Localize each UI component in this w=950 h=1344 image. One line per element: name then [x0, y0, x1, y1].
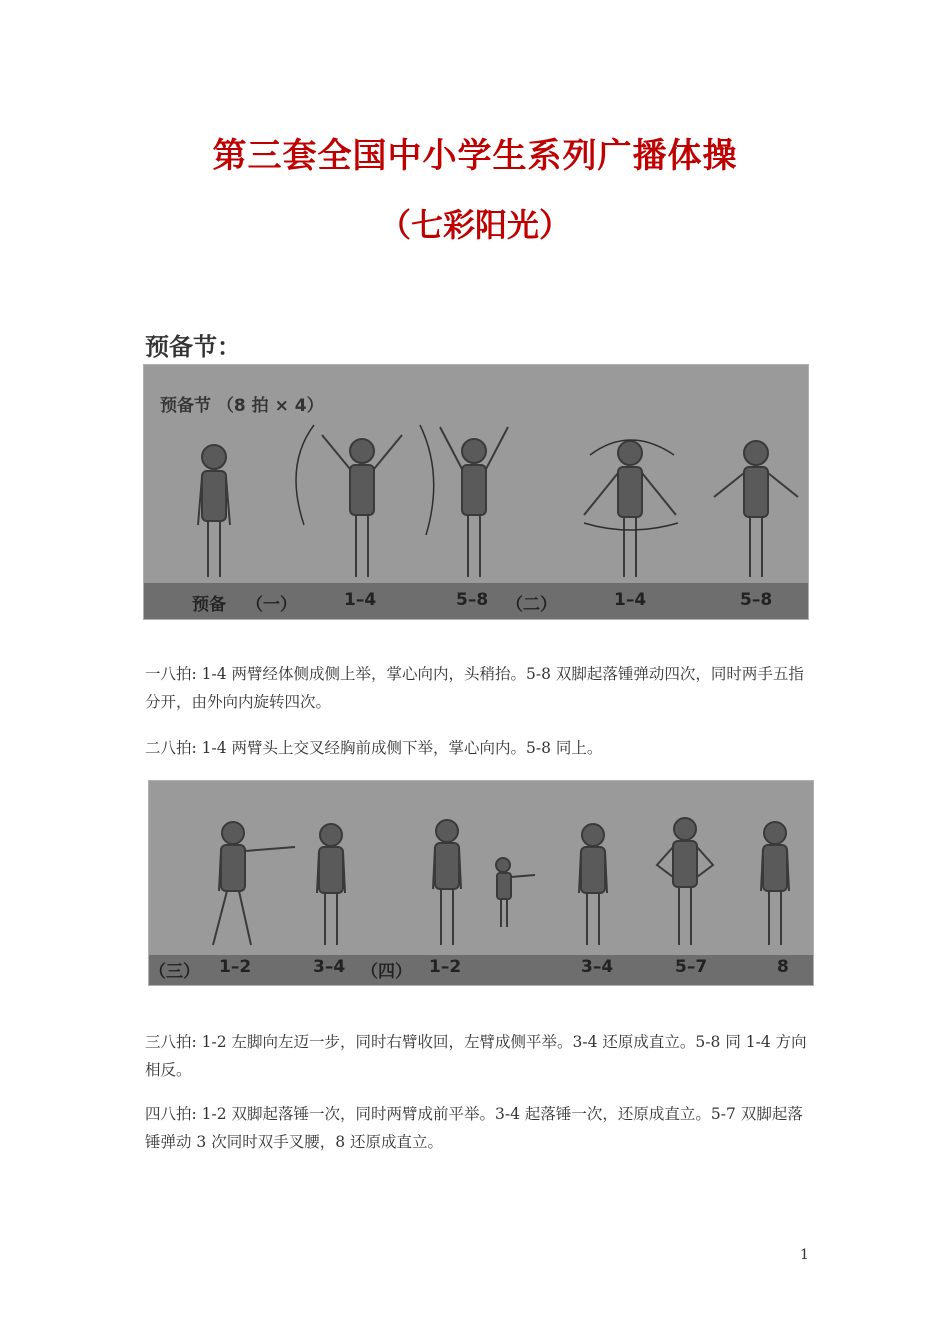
figure-section-three-four [148, 780, 814, 986]
page-number: 1 [800, 1247, 809, 1263]
figure-label: 3–4 [313, 957, 346, 977]
figure-label: 8 [777, 957, 789, 977]
figure-label: （二） [506, 595, 557, 615]
figure-label: 5–8 [740, 590, 773, 610]
figure-label: 1–4 [614, 590, 647, 610]
figure-caption: 预备节 （8 拍 × 4） [160, 396, 324, 416]
figure-label: 1–4 [344, 590, 377, 610]
paragraph-eight-beat-1: 一八拍: 1-4 两臂经体侧成侧上举，掌心向内，头稍抬。5-8 双脚起落锺弹动四次，同时两手五指分开，由外向内旋转四次。 [145, 665, 804, 711]
figure-label: 5–7 [675, 957, 708, 977]
figure-label: 3–4 [581, 957, 614, 977]
figure-label: 1–2 [219, 957, 252, 977]
document-title: 第三套全国中小学生系列广播体操 [212, 136, 738, 176]
section-heading: 预备节： [145, 333, 241, 361]
figure-label: 预备 [192, 595, 226, 615]
paragraph-eight-beat-3: 三八拍: 1-2 左脚向左迈一步，同时右臂收回，左臂成侧平举。3-4 还原成直立。5-8 同 1-4 方向相反。 [145, 1033, 807, 1079]
figure-label: （一） [246, 595, 297, 615]
document-subtitle: （七彩阳光） [378, 206, 571, 244]
figure-label: 1–2 [429, 957, 462, 977]
figure-label: 5–8 [456, 590, 489, 610]
paragraph-eight-beat-4: 四八拍: 1-2 双脚起落锤一次，同时两臂成前平举。3-4 起落锤一次，还原成直立。5-7 双脚起落锤弹动 3 次同时双手叉腰，8 还原成直立。 [145, 1105, 803, 1151]
figure-label: （四） [361, 962, 412, 982]
figure-label: （三） [149, 962, 200, 982]
paragraph-eight-beat-2: 二八拍: 1-4 两臂头上交叉经胸前成侧下举，掌心向内。5-8 同上。 [145, 739, 603, 757]
figure-preparation-section [143, 364, 809, 620]
